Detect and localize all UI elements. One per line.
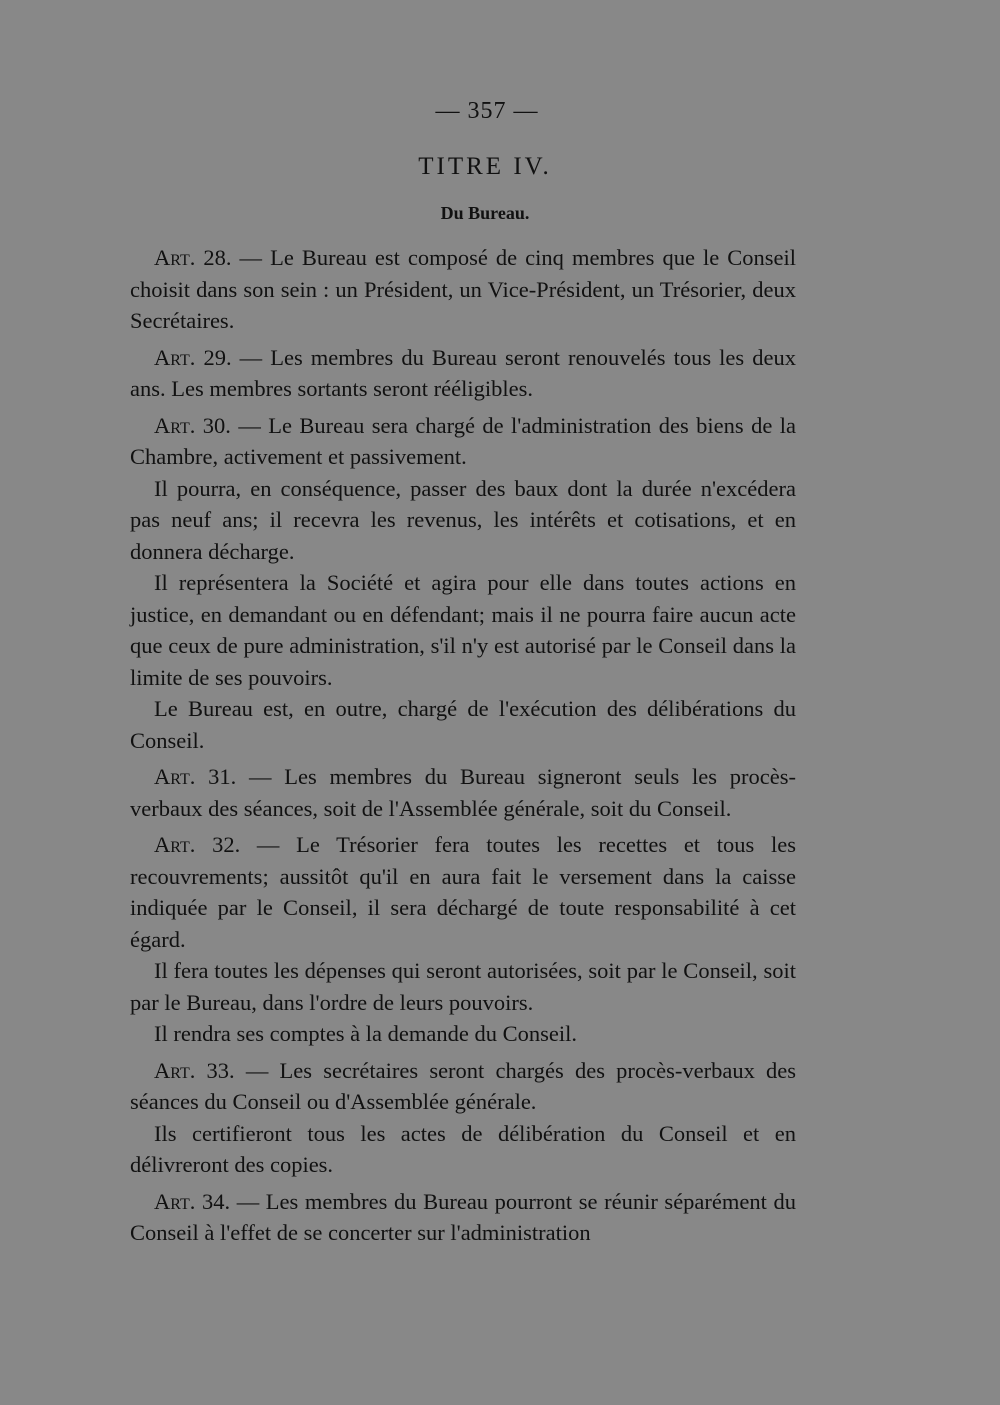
paragraph-text: Il représentera la Société et agira pour elle dans toutes actions en justice, en demandant ou en défendant; mais il ne pourra faire aucun acte que ceux de pure administration, s'il n'y est autorisé par le Conseil dans la limite de ses pouvoirs. xyxy=(130,570,796,690)
article-label: Art xyxy=(154,1057,190,1083)
paragraph-text: . 29. — Les membres du Bureau seront renouvelés tous les deux ans. Les membres sortants seront rééligibles. xyxy=(130,344,796,401)
article-label: Art xyxy=(154,344,190,370)
document-page xyxy=(130,0,796,1405)
article-label: Art xyxy=(154,832,190,857)
paragraph-text: . 34. — Les membres du Bureau pourront se réunir séparément du Conseil à l'effet de se concerter sur l'administration xyxy=(130,1188,796,1245)
body-text xyxy=(130,242,796,1249)
paragraph xyxy=(130,693,796,756)
paragraph xyxy=(130,1018,796,1050)
section-title: TITRE IV. xyxy=(418,153,552,180)
article-label: Art xyxy=(154,764,190,789)
article-29 xyxy=(130,342,796,405)
section-subtitle: Du Bureau. xyxy=(440,203,530,223)
paragraph-text: Il pourra, en conséquence, passer des baux dont la durée n'excédera pas neuf ans; il recevra les revenus, les intérêts et cotisations, et en donnera décharge. xyxy=(130,475,796,564)
paragraph xyxy=(130,473,796,568)
paragraph-text: . 32. — Le Trésorier fera toutes les recettes et tous les recouvrements; aussitôt qu'il en aura fait le versement dans la caisse indiquée par le Conseil, il sera déchargé de toute responsabilité à cet égard. xyxy=(130,832,796,952)
paragraph-text: Le Bureau est, en outre, chargé de l'exécution des délibérations du Conseil. xyxy=(130,696,796,753)
paragraph-text: . 30. — Le Bureau sera chargé de l'administration des biens de la Chambre, activement et passivement. xyxy=(130,412,796,469)
paragraph xyxy=(130,955,796,1018)
paragraph xyxy=(130,1118,796,1181)
article-30 xyxy=(130,410,796,473)
paragraph-text: . 33. — Les secrétaires seront chargés des procès-verbaux des séances du Conseil ou d'Assemblée générale. xyxy=(130,1057,796,1114)
article-label: Art xyxy=(154,412,190,438)
paragraph-text: Ils certifieront tous les actes de délibération du Conseil et en délivreront des copies. xyxy=(130,1120,796,1177)
article-label: Art xyxy=(154,1188,190,1214)
paragraph-text: Il fera toutes les dépenses qui seront autorisées, soit par le Conseil, soit par le Bureau, dans l'ordre de leurs pouvoirs. xyxy=(130,958,796,1015)
paragraph-text: Il rendra ses comptes à la demande du Conseil. xyxy=(154,1021,577,1046)
paragraph-text: . 31. — Les membres du Bureau signeront seuls les procès-verbaux des séances, soit de l'Assemblée générale, soit du Conseil. xyxy=(130,764,796,821)
article-28 xyxy=(130,242,796,337)
article-34 xyxy=(130,1186,796,1249)
article-32 xyxy=(130,829,796,955)
article-31 xyxy=(130,761,796,824)
article-33 xyxy=(130,1055,796,1118)
article-label: Art xyxy=(154,245,190,270)
paragraph xyxy=(130,567,796,693)
paragraph-text: . 28. — Le Bureau est composé de cinq membres que le Conseil choisit dans son sein : un Président, un Vice-Président, un Trésorier, deux Secrétaires. xyxy=(130,245,796,333)
page-number: — 357 — xyxy=(435,98,539,124)
